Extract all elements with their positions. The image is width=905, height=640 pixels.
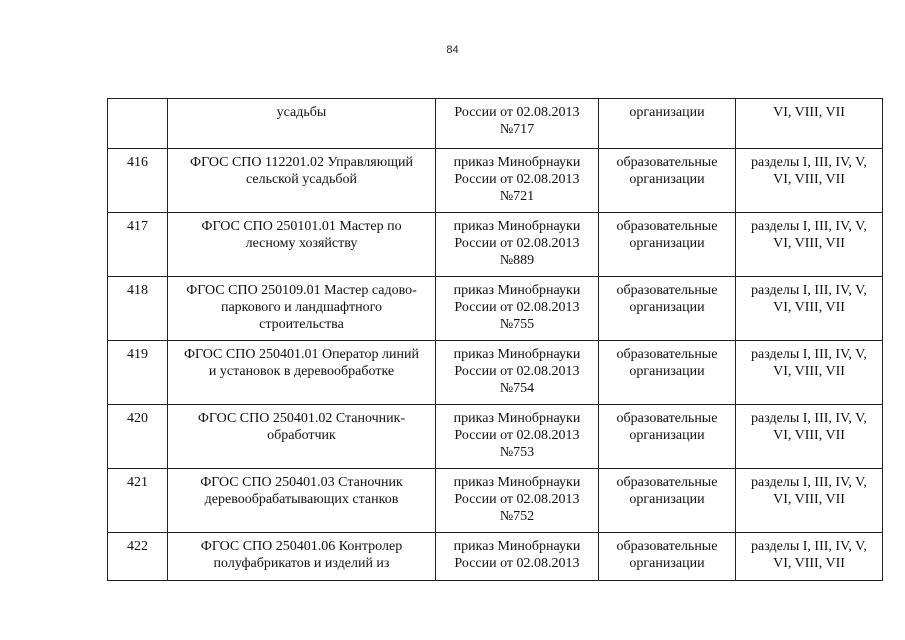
cell-standard-name [168, 405, 436, 469]
cell-order-line: России от 02.08.2013 [454, 556, 580, 571]
cell-order [436, 149, 599, 213]
cell-organizations-line: организации [629, 428, 705, 443]
cell-organizations-line: организации [629, 556, 705, 571]
table-row [108, 405, 883, 469]
cell-organizations [599, 277, 736, 341]
cell-order-line: приказ Минобрнауки [453, 539, 581, 554]
cell-standard-name-line: полуфабрикатов и изделий из [213, 556, 390, 571]
cell-number: 421 [108, 469, 168, 533]
table-row [108, 213, 883, 277]
cell-organizations-line: организации [629, 492, 705, 507]
cell-sections [736, 99, 883, 149]
page-number: 84 [446, 44, 459, 56]
cell-organizations-line: организации [629, 105, 705, 120]
cell-sections [736, 533, 883, 581]
cell-organizations-line: образовательные [616, 283, 718, 298]
cell-standard-name-line: усадьбы [276, 105, 327, 120]
cell-organizations-line: образовательные [616, 411, 718, 426]
cell-sections-line: VI, VIII, VII [773, 556, 845, 571]
cell-sections [736, 277, 883, 341]
cell-order-line: №754 [499, 381, 535, 396]
cell-number: 419 [108, 341, 168, 405]
cell-order [436, 469, 599, 533]
cell-order-line: №889 [499, 253, 535, 268]
cell-order-line: приказ Минобрнауки [453, 347, 581, 362]
cell-order-line: №717 [499, 122, 535, 137]
cell-order-line: приказ Минобрнауки [453, 155, 581, 170]
cell-sections-line: разделы I, III, IV, V, [751, 219, 867, 234]
cell-standard-name-line: ФГОС СПО 250101.01 Мастер по [201, 219, 402, 234]
cell-organizations-line: образовательные [616, 539, 718, 554]
cell-order-line: №752 [499, 509, 535, 524]
cell-order [436, 533, 599, 581]
cell-sections-line: разделы I, III, IV, V, [751, 539, 867, 554]
cell-standard-name-line: строительства [259, 317, 344, 332]
cell-sections [736, 149, 883, 213]
cell-order-line: приказ Минобрнауки [453, 411, 581, 426]
cell-organizations-line: организации [629, 364, 705, 379]
cell-order-line: №755 [499, 317, 535, 332]
cell-sections-line: разделы I, III, IV, V, [751, 411, 867, 426]
cell-sections [736, 213, 883, 277]
cell-order-line: России от 02.08.2013 [454, 300, 580, 315]
cell-order [436, 213, 599, 277]
cell-number: 420 [108, 405, 168, 469]
cell-sections [736, 341, 883, 405]
cell-standard-name-line: ФГОС СПО 250401.03 Станочник [200, 475, 403, 490]
cell-number: 418 [108, 277, 168, 341]
cell-standard-name [168, 533, 436, 581]
cell-organizations [599, 213, 736, 277]
cell-organizations-line: организации [629, 236, 705, 251]
cell-standard-name-line: и установок в деревообработке [208, 364, 395, 379]
cell-sections-line: разделы I, III, IV, V, [751, 155, 867, 170]
cell-sections-line: VI, VIII, VII [773, 492, 845, 507]
cell-organizations-line: образовательные [616, 155, 718, 170]
cell-standard-name-line: ФГОС СПО 250109.01 Мастер садово- [186, 283, 417, 298]
cell-organizations [599, 533, 736, 581]
cell-order-line: России от 02.08.2013 [454, 172, 580, 187]
cell-order-line: приказ Минобрнауки [453, 219, 581, 234]
cell-order-line: России от 02.08.2013 [454, 492, 580, 507]
cell-standard-name-line: ФГОС СПО 250401.02 Станочник- [197, 411, 406, 426]
table-row [108, 277, 883, 341]
cell-standard-name [168, 469, 436, 533]
cell-standard-name-line: ФГОС СПО 250401.06 Контролер [200, 539, 403, 554]
cell-standard-name [168, 213, 436, 277]
cell-number: 422 [108, 533, 168, 581]
cell-order-line: России от 02.08.2013 [454, 364, 580, 379]
cell-sections-line: VI, VIII, VII [773, 172, 845, 187]
cell-order-line: приказ Минобрнауки [453, 283, 581, 298]
cell-standard-name-line: сельской усадьбой [246, 172, 357, 187]
cell-order-line: №753 [499, 445, 535, 460]
cell-order [436, 277, 599, 341]
cell-standard-name-line: ФГОС СПО 250401.01 Оператор линий [183, 347, 420, 362]
cell-organizations [599, 149, 736, 213]
cell-standard-name [168, 99, 436, 149]
cell-sections-line: VI, VIII, VII [773, 236, 845, 251]
cell-order-line: России от 02.08.2013 [454, 428, 580, 443]
cell-sections [736, 405, 883, 469]
cell-sections-line: VI, VIII, VII [773, 105, 845, 120]
cell-sections-line: VI, VIII, VII [773, 364, 845, 379]
cell-standard-name-line: ФГОС СПО 112201.02 Управляющий [190, 155, 413, 170]
table-row [108, 149, 883, 213]
cell-standard-name [168, 149, 436, 213]
cell-order-line: России от 02.08.2013 [454, 236, 580, 251]
cell-organizations [599, 99, 736, 149]
table-body [108, 99, 883, 581]
cell-organizations [599, 341, 736, 405]
cell-organizations [599, 469, 736, 533]
cell-order [436, 341, 599, 405]
cell-standard-name [168, 277, 436, 341]
table-row [108, 99, 883, 149]
table-row [108, 533, 883, 581]
cell-sections-line: VI, VIII, VII [773, 300, 845, 315]
cell-number: 416 [108, 149, 168, 213]
table-row [108, 341, 883, 405]
cell-standard-name [168, 341, 436, 405]
cell-organizations-line: организации [629, 172, 705, 187]
cell-standard-name-line: деревообрабатывающих станков [204, 492, 399, 507]
cell-sections-line: разделы I, III, IV, V, [751, 283, 867, 298]
cell-organizations-line: образовательные [616, 347, 718, 362]
cell-order-line: России от 02.08.2013 [454, 105, 580, 120]
cell-sections-line: VI, VIII, VII [773, 428, 845, 443]
standards-table [107, 98, 883, 581]
cell-organizations-line: организации [629, 300, 705, 315]
cell-standard-name-line: паркового и ландшафтного [220, 300, 383, 315]
cell-organizations-line: образовательные [616, 219, 718, 234]
cell-standard-name-line: обработчик [267, 428, 336, 443]
cell-number [108, 99, 168, 149]
cell-sections-line: разделы I, III, IV, V, [751, 347, 867, 362]
cell-sections-line: разделы I, III, IV, V, [751, 475, 867, 490]
cell-sections [736, 469, 883, 533]
table-row [108, 469, 883, 533]
cell-number: 417 [108, 213, 168, 277]
cell-order [436, 405, 599, 469]
cell-order [436, 99, 599, 149]
cell-standard-name-line: лесному хозяйству [245, 236, 358, 251]
cell-organizations-line: образовательные [616, 475, 718, 490]
cell-organizations [599, 405, 736, 469]
cell-order-line: приказ Минобрнауки [453, 475, 581, 490]
cell-order-line: №721 [499, 189, 535, 204]
